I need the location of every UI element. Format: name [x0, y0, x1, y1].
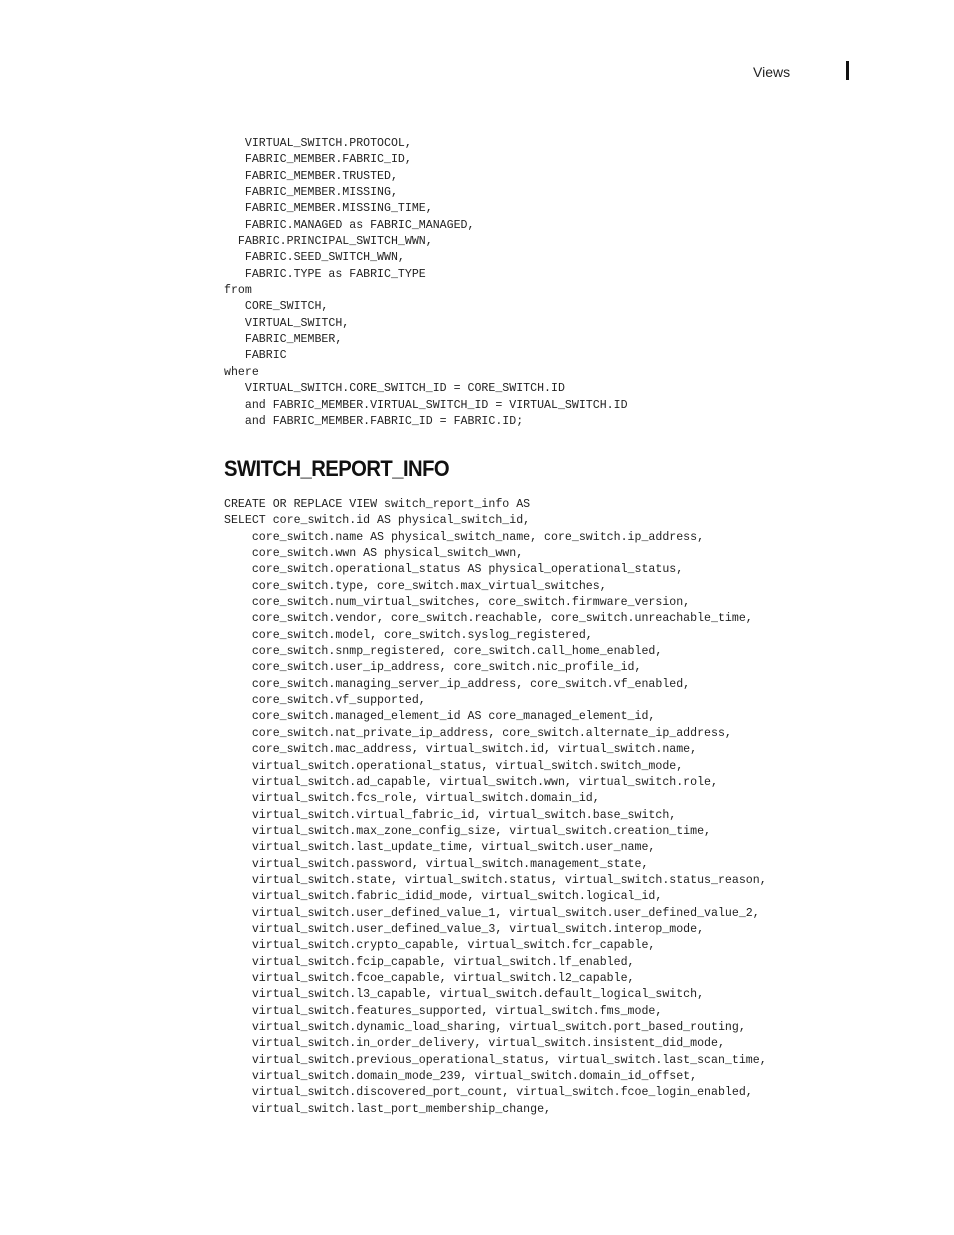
- code-line: virtual_switch.user_defined_value_3, virtual_switch.interop_mode,: [224, 922, 705, 936]
- code-line: virtual_switch.domain_mode_239, virtual_switch.domain_id_offset,: [224, 1070, 698, 1084]
- code-line: VIRTUAL_SWITCH.PROTOCOL,: [224, 137, 412, 150]
- code-line: core_switch.num_virtual_switches, core_switch.firmware_version,: [224, 596, 691, 610]
- code-line: where: [224, 365, 259, 379]
- code-line: core_switch.name AS physical_switch_name, core_switch.ip_address,: [224, 530, 705, 544]
- code-line: virtual_switch.previous_operational_status, virtual_switch.last_scan_time,: [224, 1053, 767, 1067]
- code-line: core_switch.model, core_switch.syslog_registered,: [224, 628, 593, 642]
- code-line: virtual_switch.user_defined_value_1, virtual_switch.user_defined_value_2,: [224, 906, 760, 920]
- code-line: core_switch.managed_element_id AS core_managed_element_id,: [224, 710, 656, 724]
- code-line: virtual_switch.max_zone_config_size, virtual_switch.creation_time,: [224, 824, 712, 838]
- code-line: core_switch.mac_address, virtual_switch.id, virtual_switch.name,: [224, 743, 698, 757]
- code-line: FABRIC.PRINCIPAL_SWITCH_WWN,: [224, 235, 433, 249]
- code-line: SELECT core_switch.id AS physical_switch_id,: [224, 514, 531, 528]
- code-line: virtual_switch.fcs_role, virtual_switch.domain_id,: [224, 792, 600, 806]
- code-line: core_switch.snmp_registered, core_switch.call_home_enabled,: [224, 645, 663, 659]
- code-line: FABRIC_MEMBER.FABRIC_ID,: [224, 153, 412, 167]
- code-line: core_switch.wwn AS physical_switch_wwn,: [224, 547, 524, 561]
- code-line: core_switch.type, core_switch.max_virtual_switches,: [224, 579, 607, 593]
- code-line: virtual_switch.last_port_membership_change,: [224, 1102, 551, 1116]
- code-line: FABRIC.MANAGED as FABRIC_MANAGED,: [224, 218, 475, 232]
- code-line: core_switch.vendor, core_switch.reachable, core_switch.unreachable_time,: [224, 612, 753, 626]
- code-line: and FABRIC_MEMBER.VIRTUAL_SWITCH_ID = VIRTUAL_SWITCH.ID: [224, 398, 628, 412]
- code-line: from: [224, 284, 252, 298]
- code-line: virtual_switch.discovered_port_count, virtual_switch.fcoe_login_enabled,: [224, 1086, 753, 1100]
- code-line: core_switch.vf_supported,: [224, 694, 426, 708]
- code-line: FABRIC_MEMBER.MISSING,: [224, 186, 398, 200]
- running-header-label: Views: [753, 64, 791, 80]
- code-line: FABRIC.SEED_SWITCH_WWN,: [224, 251, 405, 265]
- code-line: CREATE OR REPLACE VIEW switch_report_info AS: [224, 498, 531, 511]
- code-line: FABRIC.TYPE as FABRIC_TYPE: [224, 267, 426, 281]
- code-line: core_switch.managing_server_ip_address, core_switch.vf_enabled,: [224, 677, 691, 691]
- section-heading: SWITCH_REPORT_INFO: [224, 456, 450, 481]
- code-line: core_switch.operational_status AS physical_operational_status,: [224, 563, 684, 577]
- code-line: core_switch.user_ip_address, core_switch.nic_profile_id,: [224, 661, 642, 675]
- code-line: virtual_switch.dynamic_load_sharing, virtual_switch.port_based_routing,: [224, 1021, 746, 1034]
- code-line: virtual_switch.fabric_idid_mode, virtual_switch.logical_id,: [224, 890, 663, 904]
- code-line: virtual_switch.password, virtual_switch.management_state,: [224, 857, 649, 871]
- code-line: virtual_switch.operational_status, virtual_switch.switch_mode,: [224, 759, 684, 773]
- code-line: virtual_switch.features_supported, virtual_switch.fms_mode,: [224, 1004, 663, 1018]
- code-line: virtual_switch.last_update_time, virtual_switch.user_name,: [224, 841, 656, 855]
- header-rule-mark: [846, 61, 849, 80]
- code-line: and FABRIC_MEMBER.FABRIC_ID = FABRIC.ID;: [224, 414, 524, 428]
- code-line: virtual_switch.in_order_delivery, virtual_switch.insistent_did_mode,: [224, 1037, 725, 1051]
- sql-code-block-continuation: [224, 136, 628, 430]
- code-line: VIRTUAL_SWITCH.CORE_SWITCH_ID = CORE_SWITCH.ID: [224, 382, 565, 396]
- code-line: virtual_switch.virtual_fabric_id, virtual_switch.base_switch,: [224, 808, 677, 822]
- code-line: virtual_switch.l3_capable, virtual_switch.default_logical_switch,: [224, 988, 705, 1002]
- code-line: FABRIC_MEMBER.TRUSTED,: [224, 169, 398, 183]
- code-line: core_switch.nat_private_ip_address, core_switch.alternate_ip_address,: [224, 726, 732, 740]
- code-line: CORE_SWITCH,: [224, 300, 329, 314]
- code-line: FABRIC: [224, 349, 287, 363]
- code-line: VIRTUAL_SWITCH,: [224, 316, 350, 330]
- sql-code-block-create-view: [224, 497, 767, 1118]
- code-line: virtual_switch.fcoe_capable, virtual_switch.l2_capable,: [224, 971, 635, 985]
- code-line: FABRIC_MEMBER.MISSING_TIME,: [224, 202, 433, 216]
- code-line: virtual_switch.state, virtual_switch.status, virtual_switch.status_reason,: [224, 873, 767, 887]
- code-line: FABRIC_MEMBER,: [224, 333, 343, 347]
- code-line: virtual_switch.crypto_capable, virtual_switch.fcr_capable,: [224, 939, 656, 953]
- code-line: virtual_switch.ad_capable, virtual_switch.wwn, virtual_switch.role,: [224, 775, 718, 789]
- code-line: virtual_switch.fcip_capable, virtual_switch.lf_enabled,: [224, 955, 635, 969]
